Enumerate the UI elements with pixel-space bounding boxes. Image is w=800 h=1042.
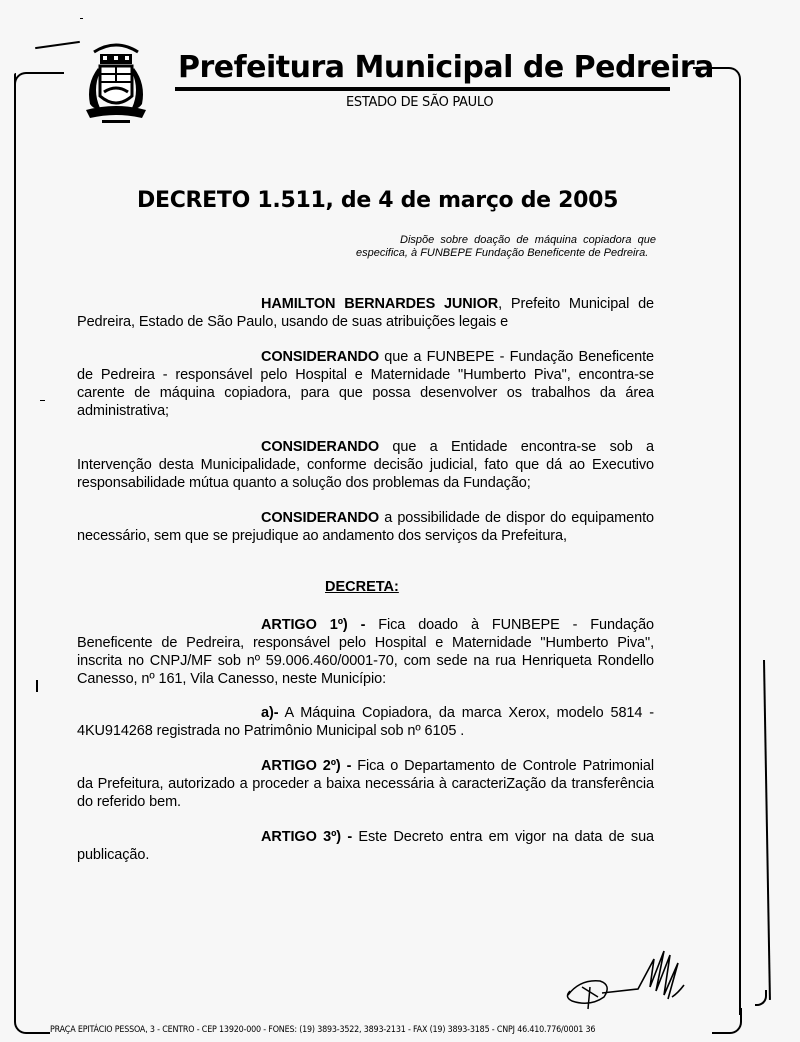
article-item-label: a)- [261, 705, 279, 721]
mayor-name: HAMILTON BERNARDES JUNIOR [261, 296, 499, 312]
scan-mark [36, 680, 38, 692]
considerando-paragraph [77, 438, 654, 492]
preamble-paragraph [77, 295, 654, 331]
page-frame-bottom-right [712, 1008, 742, 1034]
letterhead-title: Prefeitura Municipal de Pedreira [178, 50, 714, 85]
considerando-text: que a Entidade encontra-se sob a Intervenção desta Municipalidade, conforme decisão judicial, fato que dá ao Executivo responsabilidade mútua quanto a solução dos problemas da Fundação; [77, 439, 654, 491]
decree-summary-text: Dispõe sobre doação de máquina copiadora que especifica, à FUNBEPE Fundação Beneficente de Pedreira. [356, 234, 656, 259]
footer-address: PRAÇA EPITÁCIO PESSOA, 3 - CENTRO - CEP 13920-000 - FONES: (19) 3893-3522, 3893-2131 - FAX (19) 3893-3185 - CNPJ 46.410.776/0001 36 [50, 1025, 596, 1035]
article-paragraph [77, 757, 654, 811]
considerando-text: que a FUNBEPE - Fundação Beneficente de Pedreira - responsável pelo Hospital e Maternidade "Humberto Piva", encontra-se carente de máquina copiadora, para que possa desenvolver os trabalhos da área administrativa; [77, 349, 654, 419]
scan-edge-line [763, 660, 771, 1000]
article-label: ARTIGO 2º) - [261, 758, 352, 774]
article-text: Este Decreto entra em vigor na data de sua publicação. [77, 829, 654, 863]
page-frame-top-left [14, 72, 64, 88]
article-item-text: A Máquina Copiadora, da marca Xerox, modelo 5814 - 4KU914268 registrada no Patrimônio Municipal sob nº 6105 . [77, 705, 654, 739]
article-paragraph [77, 828, 654, 864]
scan-mark [35, 41, 80, 49]
letterhead-subtitle: ESTADO DE SÃO PAULO [346, 95, 494, 110]
article-text: Fica o Departamento de Controle Patrimonial da Prefeitura, autorizado a proceder a baixa necessária à caracteriZação da transferência do referido bem. [77, 758, 655, 810]
considerando-paragraph [77, 509, 654, 545]
decree-summary [356, 234, 656, 260]
decree-title: DECRETO 1.511, de 4 de março de 2005 [137, 188, 619, 213]
article-label: ARTIGO 3º) - [261, 829, 353, 845]
scan-edge-curve [755, 990, 767, 1006]
page-frame-left [14, 73, 16, 1013]
preamble-text: , Prefeito Municipal de Pedreira, Estado de São Paulo, usando de suas atribuições legais e [77, 296, 654, 330]
article-text: Fica doado à FUNBEPE - Fundação Beneficente de Pedreira, responsável pelo Hospital e Maternidade "Humberto Piva", inscrita no CNPJ/MF sob nº 59.006.460/0001-70, com sede na rua Henriqueta Rondello Canesso, nº 161, Vila Canesso, neste Município: [77, 617, 654, 687]
page-frame-right [739, 80, 741, 1015]
scan-mark [80, 18, 83, 19]
article-item-paragraph [77, 704, 654, 740]
article-paragraph [77, 616, 654, 688]
considerando-label: CONSIDERANDO [261, 349, 380, 365]
page-frame-bottom-left [14, 1012, 50, 1034]
article-label: ARTIGO 1º) - [261, 617, 366, 633]
considerando-label: CONSIDERANDO [261, 439, 380, 455]
considerando-text: a possibilidade de dispor do equipamento necessário, sem que se prejudique ao andamento dos serviços da Prefeitura, [77, 510, 654, 544]
considerando-paragraph [77, 348, 654, 420]
considerando-label: CONSIDERANDO [261, 510, 380, 526]
title-underline [175, 87, 670, 91]
decreta-heading: DECRETA: [325, 579, 399, 595]
signature-icon [560, 935, 700, 1015]
coat-of-arms-icon [80, 38, 152, 128]
scan-mark [40, 400, 45, 401]
